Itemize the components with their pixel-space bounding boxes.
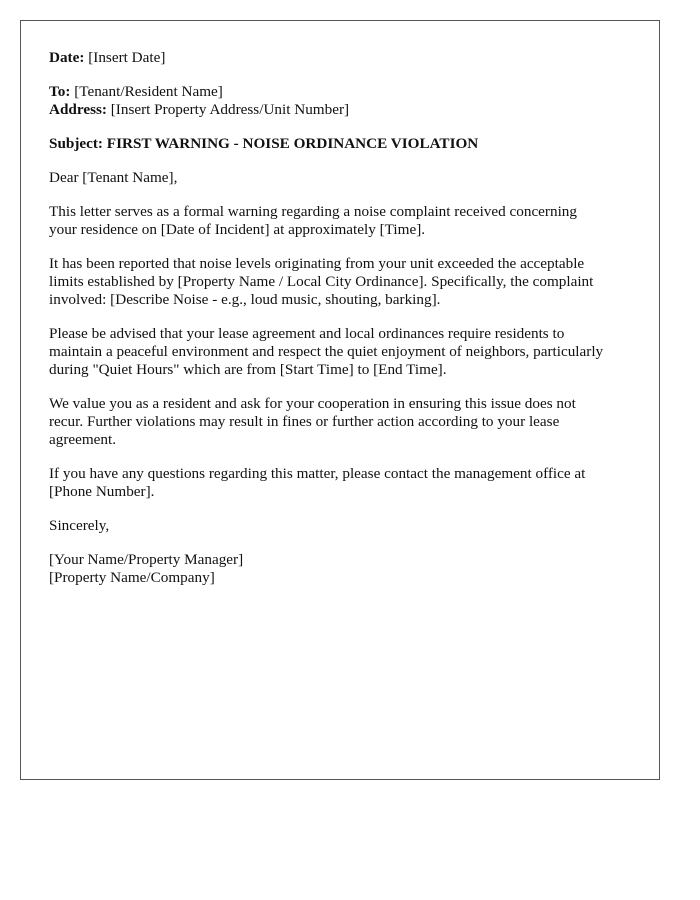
paragraph-line: This letter serves as a formal warning regarding a noise complaint received concerning: [49, 203, 577, 220]
address-value: [Insert Property Address/Unit Number]: [106, 101, 350, 118]
subject-line: [49, 135, 631, 153]
to-value: [Tenant/Resident Name]: [70, 83, 223, 100]
address-line: [49, 101, 631, 119]
address-label: Address:: [49, 101, 107, 118]
subject-label: Subject:: [49, 135, 103, 152]
paragraph-line: agreement.: [49, 431, 117, 448]
paragraph-line: We value you as a resident and ask for your cooperation in ensuring this issue does not: [49, 395, 576, 412]
date-value: [Insert Date]: [84, 49, 166, 66]
date-block: [49, 49, 631, 67]
to-label: To:: [49, 83, 71, 100]
paragraph-2: [49, 255, 631, 309]
signature-company: [Property Name/Company]: [49, 569, 215, 586]
paragraph-1: [49, 203, 631, 239]
paragraph-line: maintain a peaceful environment and respect the quiet enjoyment of neighbors, particularly: [49, 343, 604, 360]
paragraph-line: your residence on [Date of Incident] at approximately [Time].: [49, 221, 426, 238]
paragraph-line: limits established by [Property Name / Local City Ordinance]. Specifically, the complaint: [49, 273, 594, 290]
recipient-block: [49, 83, 631, 119]
paragraph-5: [49, 465, 631, 501]
closing-text: Sincerely,: [49, 517, 110, 534]
paragraph-line: during "Quiet Hours" which are from [Start Time] to [End Time].: [49, 361, 447, 378]
paragraph-line: [Phone Number].: [49, 483, 155, 500]
salutation-text: Dear [Tenant Name],: [49, 169, 178, 186]
paragraph-line: involved: [Describe Noise - e.g., loud music, shouting, barking].: [49, 291, 441, 308]
salutation: [49, 169, 631, 187]
subject-text: [49, 135, 631, 153]
date-label: Date:: [49, 49, 85, 66]
paragraph-3: [49, 325, 631, 379]
closing: [49, 517, 631, 535]
date-line: [49, 49, 631, 67]
paragraph-line: It has been reported that noise levels originating from your unit exceeded the acceptable: [49, 255, 585, 272]
signature-block: [49, 551, 631, 587]
warning-letter: [20, 20, 660, 780]
subject-value: FIRST WARNING - NOISE ORDINANCE VIOLATION: [103, 135, 479, 152]
paragraph-line: If you have any questions regarding this matter, please contact the management office at: [49, 465, 586, 482]
to-line: [49, 83, 631, 101]
paragraph-line: Please be advised that your lease agreement and local ordinances require residents to: [49, 325, 565, 342]
signature-name: [Your Name/Property Manager]: [49, 551, 244, 568]
paragraph-line: recur. Further violations may result in fines or further action according to your lease: [49, 413, 560, 430]
paragraph-4: [49, 395, 631, 449]
